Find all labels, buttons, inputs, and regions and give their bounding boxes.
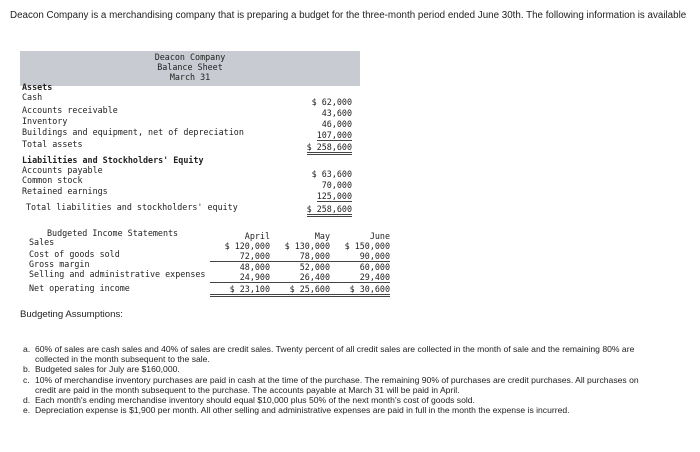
item-text: Budgeted sales for July are $160,000. <box>35 364 180 375</box>
is-row-label: Cost of goods sold <box>29 249 120 259</box>
bs-row-label: Common stock <box>22 175 83 185</box>
column-header: June <box>369 231 390 241</box>
item-text: Depreciation expense is $1,900 per month. All other selling and administrative expenses are paid in full in the month the expense is incurred. <box>35 405 570 416</box>
liabilities-heading: Liabilities and Stockholders' Equity <box>22 155 204 165</box>
item-marker: e. <box>23 405 31 416</box>
column-header: April <box>244 231 270 241</box>
bs-row-value: $ 63,600 <box>311 169 352 179</box>
is-row-label: Gross margin <box>29 259 90 269</box>
item-marker: b. <box>23 364 31 375</box>
is-value: $ 150,000 <box>344 241 390 251</box>
is-value: 24,900 <box>210 272 270 283</box>
list-item <box>23 375 643 395</box>
is-row-label: Sales <box>29 237 55 247</box>
is-value: 29,400 <box>330 272 390 283</box>
bs-row-value: 46,000 <box>321 119 352 129</box>
list-item <box>23 344 643 364</box>
bs-row-value: 107,000 <box>316 130 352 140</box>
is-value: $ 25,600 <box>270 284 330 297</box>
item-text: 10% of merchandise inventory purchases are paid in cash at the time of the purchase. The remaining 90% of purchases are credit purchases. All purchases on credit are paid in the month subsequent to the purchase. The accounts payable at March 31 will be paid in April. <box>35 374 639 395</box>
income-title: Budgeted Income Statements <box>47 228 179 238</box>
item-text: 60% of sales are cash sales and 40% of sales are credit sales. Twenty percent of all credit sales are collected in the month of sale and the remaining 80% are collected in the month subsequent to the sale. <box>35 344 635 365</box>
column-header: May <box>314 231 330 241</box>
income-statements <box>20 228 392 300</box>
is-value: 26,400 <box>270 272 330 283</box>
bs-row-label: Total assets <box>22 139 83 149</box>
is-value: 78,000 <box>270 251 330 262</box>
assumptions-title: Budgeting Assumptions: <box>20 309 123 320</box>
bs-row-label: Inventory <box>22 116 68 126</box>
is-row-label: Net operating income <box>29 283 130 293</box>
is-value: 48,000 <box>239 262 270 272</box>
bs-row-label: Accounts payable <box>22 165 103 175</box>
bs-row-value: $ 258,600 <box>307 204 352 217</box>
bs-row-label: Accounts receivable <box>22 105 118 115</box>
company-name: Deacon Company <box>154 52 226 62</box>
bs-row-label: Cash <box>22 92 43 102</box>
list-item <box>23 405 643 415</box>
item-text: Each month's ending merchandise inventory should equal $10,000 plus 50% of the next month's cost of goods sold. <box>35 395 475 406</box>
is-value: 72,000 <box>210 251 270 262</box>
item-marker: d. <box>23 395 31 406</box>
is-value: $ 130,000 <box>284 241 330 251</box>
is-value: $ 120,000 <box>224 241 270 251</box>
is-value: 90,000 <box>330 251 390 262</box>
bs-row-label: Total liabilities and stockholders' equity <box>26 202 238 212</box>
balance-sheet <box>20 51 360 219</box>
bs-row-value: 125,000 <box>316 191 352 201</box>
statement-title: Balance Sheet <box>157 62 223 72</box>
is-value: 60,000 <box>359 262 390 272</box>
item-marker: a. <box>23 344 31 354</box>
list-item <box>23 395 643 405</box>
bs-row-value: $ 62,000 <box>311 97 352 107</box>
is-value: 52,000 <box>299 262 330 272</box>
item-marker: c. <box>23 374 30 385</box>
bs-row-label: Buildings and equipment, net of depreciation <box>22 127 244 137</box>
bs-row-value: 70,000 <box>321 180 352 190</box>
is-value: $ 30,600 <box>330 284 390 297</box>
balance-sheet-header <box>20 51 360 86</box>
is-row-label: Selling and administrative expenses <box>29 269 206 279</box>
bs-row-value: $ 258,600 <box>307 142 352 155</box>
assumptions-list <box>23 344 643 415</box>
assets-heading: Assets <box>22 82 53 92</box>
statement-date: March 31 <box>169 72 211 82</box>
is-value: $ 23,100 <box>210 284 270 297</box>
bs-row-value: 43,600 <box>321 108 352 118</box>
bs-row-label: Retained earnings <box>22 186 108 196</box>
list-item <box>23 364 643 374</box>
intro-paragraph: Deacon Company is a merchandising company that is preparing a budget for the three-month period ended June 30th. The following information is available <box>10 10 687 21</box>
